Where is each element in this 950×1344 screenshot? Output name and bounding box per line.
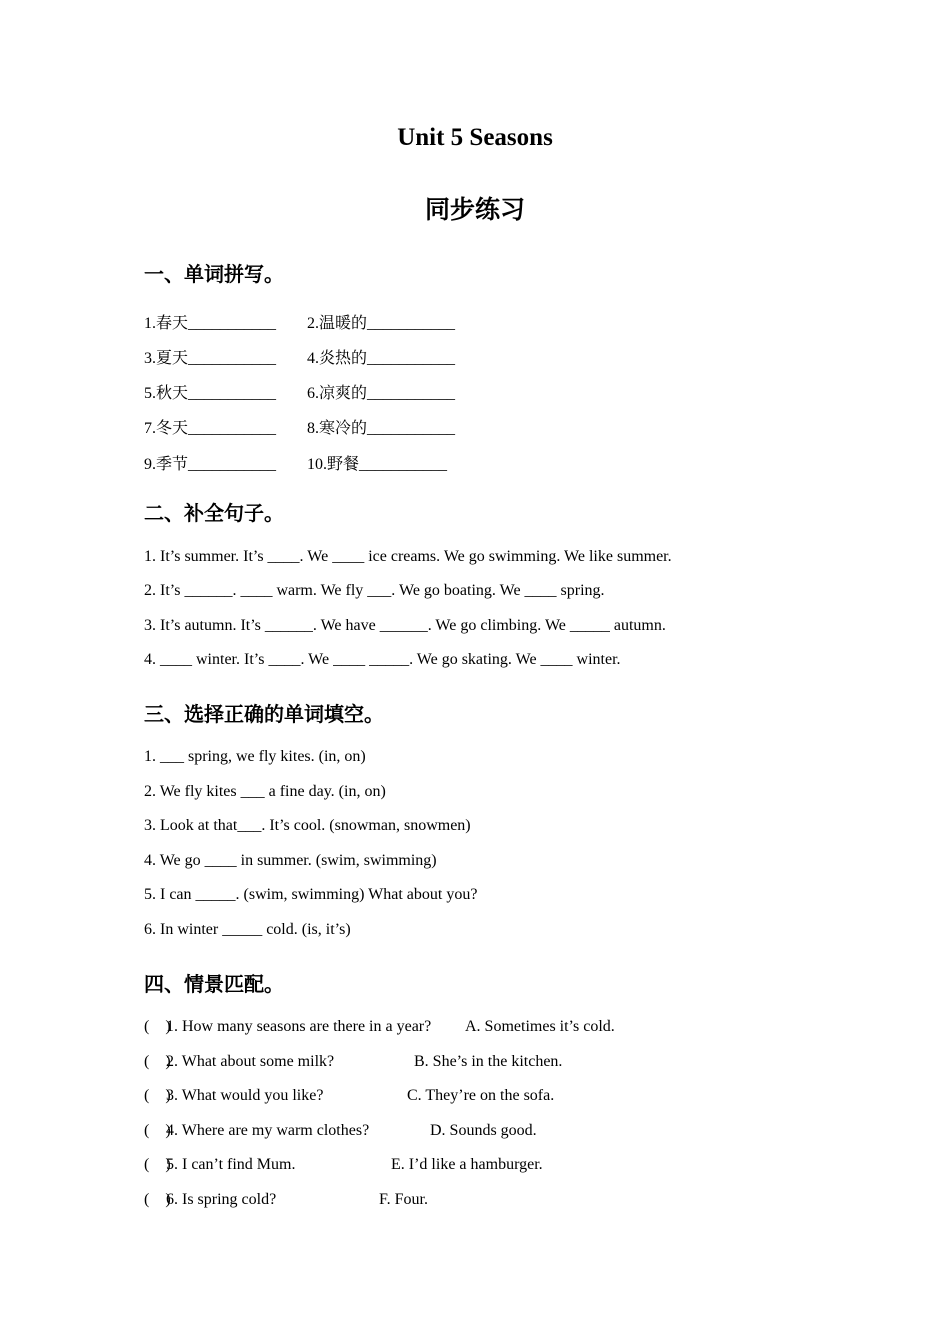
- answer-blank: ( ): [144, 1087, 171, 1104]
- match-question: 6. Is spring cold?: [166, 1191, 277, 1208]
- page-title: Unit 5 Seasons: [397, 124, 553, 151]
- section-heading-spelling: 一、单词拼写。: [144, 262, 284, 286]
- choice-item: 6. In winter _____ cold. (is, it’s): [144, 921, 351, 938]
- section-heading-choose: 三、选择正确的单词填空。: [144, 702, 384, 726]
- page-subtitle: 同步练习: [424, 195, 525, 224]
- match-answer: B. She’s in the kitchen.: [414, 1053, 563, 1070]
- match-answer: D. Sounds good.: [430, 1122, 537, 1139]
- sentence-item: 4. ____ winter. It’s ____. We ____ _____. We go skating. We ____ winter.: [144, 651, 621, 668]
- vocab-item: 3.夏天___________: [144, 350, 277, 367]
- vocab-item: 4.炎热的___________: [307, 350, 456, 367]
- sentence-item: 1. It’s summer. It’s ____. We ____ ice creams. We go swimming. We like summer.: [144, 548, 672, 565]
- vocab-item: 10.野餐___________: [307, 456, 448, 473]
- match-answer: C. They’re on the sofa.: [407, 1087, 555, 1104]
- answer-blank: ( ): [144, 1156, 171, 1173]
- sentence-item: 3. It’s autumn. It’s ______. We have ______. We go climbing. We _____ autumn.: [144, 617, 666, 634]
- match-question: 2. What about some milk?: [166, 1053, 335, 1070]
- answer-blank: ( ): [144, 1018, 171, 1035]
- answer-blank: ( ): [144, 1191, 171, 1208]
- sentence-item: 2. It’s ______. ____ warm. We fly ___. We go boating. We ____ spring.: [144, 582, 605, 599]
- vocab-item: 9.季节___________: [144, 456, 277, 473]
- vocab-item: 1.春天___________: [144, 315, 277, 332]
- section-heading-complete: 二、补全句子。: [144, 501, 284, 525]
- vocab-item: 5.秋天___________: [144, 385, 277, 402]
- match-question: 5. I can’t find Mum.: [166, 1156, 296, 1173]
- answer-blank: ( ): [144, 1053, 171, 1070]
- match-answer: A. Sometimes it’s cold.: [465, 1018, 615, 1035]
- choice-item: 3. Look at that___. It’s cool. (snowman, snowmen): [144, 817, 471, 834]
- match-answer: F. Four.: [379, 1191, 428, 1208]
- vocab-item: 7.冬天___________: [144, 420, 277, 437]
- section-heading-match: 四、情景匹配。: [144, 972, 284, 996]
- vocab-item: 2.温暖的___________: [307, 315, 456, 332]
- choice-item: 4. We go ____ in summer. (swim, swimming): [144, 852, 437, 869]
- match-question: 1. How many seasons are there in a year?: [166, 1018, 432, 1035]
- match-question: 3. What would you like?: [166, 1087, 324, 1104]
- answer-blank: ( ): [144, 1122, 171, 1139]
- vocab-item: 6.凉爽的___________: [307, 385, 456, 402]
- choice-item: 5. I can _____. (swim, swimming) What about you?: [144, 886, 478, 903]
- choice-item: 1. ___ spring, we fly kites. (in, on): [144, 748, 366, 765]
- vocab-item: 8.寒冷的___________: [307, 420, 456, 437]
- choice-item: 2. We fly kites ___ a fine day. (in, on): [144, 783, 386, 800]
- match-answer: E. I’d like a hamburger.: [391, 1156, 543, 1173]
- match-question: 4. Where are my warm clothes?: [166, 1122, 370, 1139]
